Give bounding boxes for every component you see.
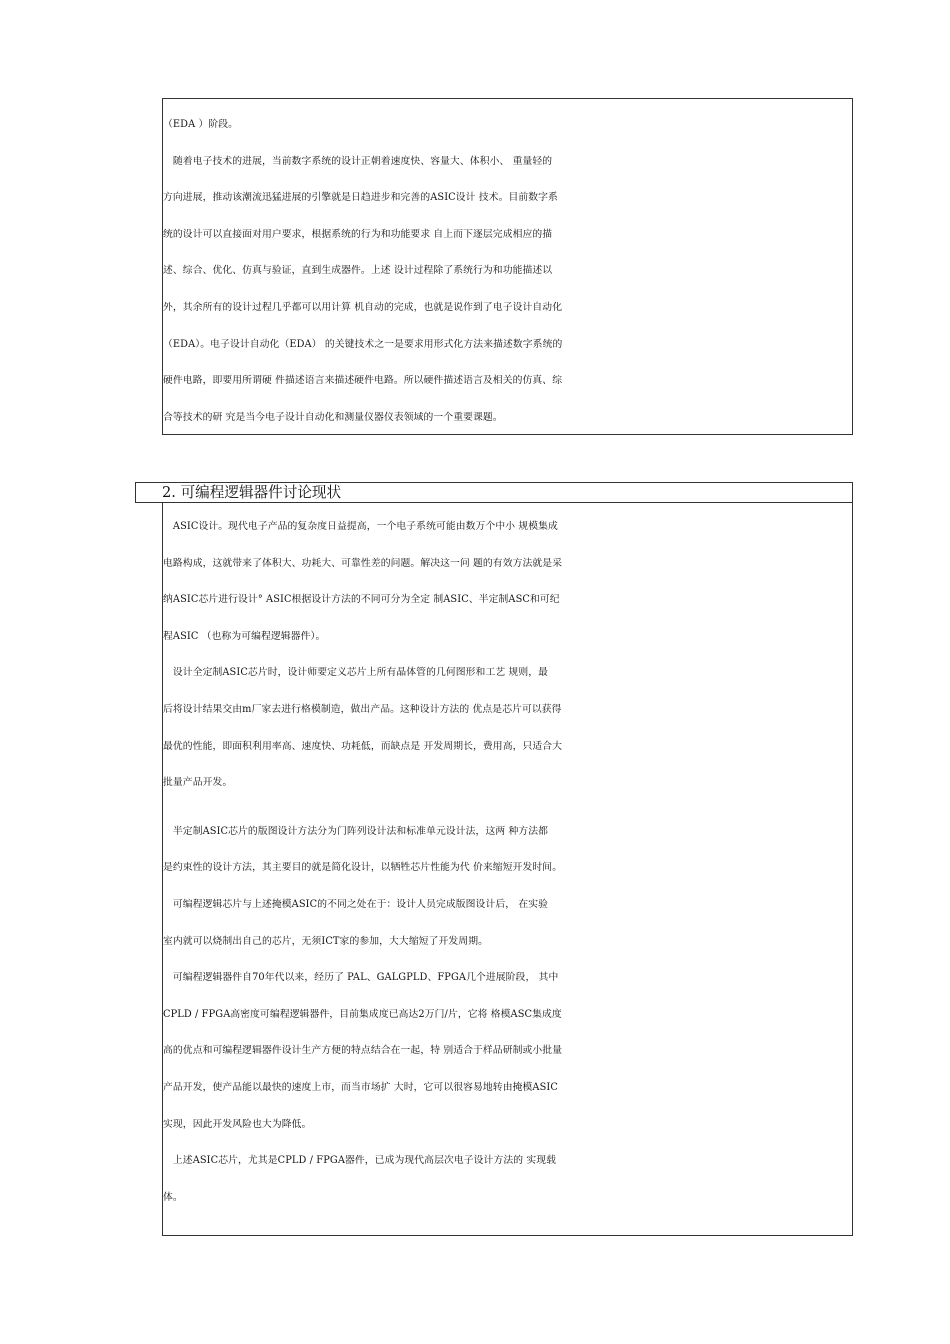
text-line: （EDA ）阶段。 [163, 119, 239, 130]
text-line: （EDA）。电子设计自动化（EDA） 的关键技术之一是要求用形式化方法来描述数字系统的 [163, 338, 563, 350]
text-line: 体。 [163, 1191, 183, 1203]
text-line: 外，其余所有的设计过程几乎都可以用计算 机自动的完成，也就是说作到了电子设计自动化 [163, 301, 563, 313]
text-line: CPLD / FPGA高密度可编程逻辑器件，目前集成度已高达2万门/片，它将 格模ASC集成度 [163, 1008, 562, 1020]
text-line: 方向进展，推动该潮流迅猛进展的引擎就是日趋进步和完善的ASIC设计 技术。目前数字系 [163, 192, 558, 204]
text-line: 高的优点和可编程逻辑器件设计生产方便的特点结合在一起，特 别适合于样品研制或小批量 [163, 1045, 563, 1057]
text-line: 合等技术的研 究是当今电子设计自动化和测量仪器仪表领域的一个重要课题。 [163, 411, 503, 423]
text-line: 产品开发，使产品能以最快的速度上市，而当市场扩 大时，它可以很容易地转由掩模ASIC [163, 1081, 558, 1093]
text-line: 半定制ASIC芯片的版图设计方法分为门阵列设计法和标准单元设计法，这两 种方法都 [163, 825, 549, 837]
section1-box [162, 98, 853, 435]
section1-text [163, 107, 854, 436]
paragraph-gap [163, 802, 854, 814]
text-line: 统的设计可以直接面对用户要求，根据系统的行为和功能要求 自上而下逐层完成相应的描 [163, 228, 553, 240]
text-line: 程ASIC （也称为可编程逻辑器件）。 [163, 630, 326, 642]
section2-text [163, 509, 854, 1216]
text-line: 可编程逻辑芯片与上述掩模ASIC的不同之处在于：设计人员完成版图设计后， 在实验 [163, 898, 549, 910]
text-line: 上述ASIC芯片，尤其是CPLD / FPGA器件，已成为现代高层次电子设计方法的 实现载 [163, 1155, 557, 1167]
section-heading: 2. 可编程逻辑器件讨论现状 [162, 484, 342, 501]
section2-box [162, 503, 853, 1236]
text-line: 实现，因此开发风险也大为降低。 [163, 1118, 312, 1130]
text-line: 最优的性能，即面积利用率高、速度快、功耗低，而缺点是 开发周期长，费用高，只适合大 [163, 740, 563, 752]
text-line: 室内就可以烧制出自己的芯片，无须ICT家的参加，大大缩短了开发周期。 [163, 935, 489, 947]
text-line: 述、综合、优化、仿真与验证，直到生成器件。上述 设计过程除了系统行为和功能描述以 [163, 265, 553, 277]
text-line: 纳ASIC芯片进行设计° ASIC根据设计方法的不同可分为全定 制ASIC、半定制ASC和可纪 [163, 594, 560, 606]
text-line: 硬件电路，即要用所谓硬 件描述语言来描述硬件电路。所以硬件描述语言及相关的仿真、综 [163, 375, 563, 387]
text-line: 随着电子技术的进展，当前数字系统的设计正朝着速度快、容量大、体积小、 重量轻的 [163, 155, 553, 167]
section2-heading-box [135, 482, 853, 503]
text-line: ASIC设计。现代电子产品的复杂度日益提高，一个电子系统可能由数万个中小 规模集成 [163, 521, 558, 532]
text-line: 批量产品开发。 [163, 777, 233, 789]
text-line: 是约束性的设计方法，其主要目的就是简化设计，以牺牲芯片性能为代 价来缩短开发时间。 [163, 862, 563, 874]
text-line: 电路构成，这就带来了体积大、功耗大、可靠性差的问题。解决这一问 题的有效方法就是采 [163, 557, 563, 569]
text-line: 设计全定制ASIC芯片时，设计师要定义芯片上所有晶体管的几何图形和工艺 规则，最 [163, 667, 549, 679]
text-line: 可编程逻辑器件自70年代以来，经历了 PAL、GALGPLD、FPGA几个进展阶段， 其中 [163, 972, 559, 984]
text-line: 后将设计结果交由m厂家去进行格模制造，做出产品。这种设计方法的 优点是芯片可以获得 [163, 703, 562, 715]
